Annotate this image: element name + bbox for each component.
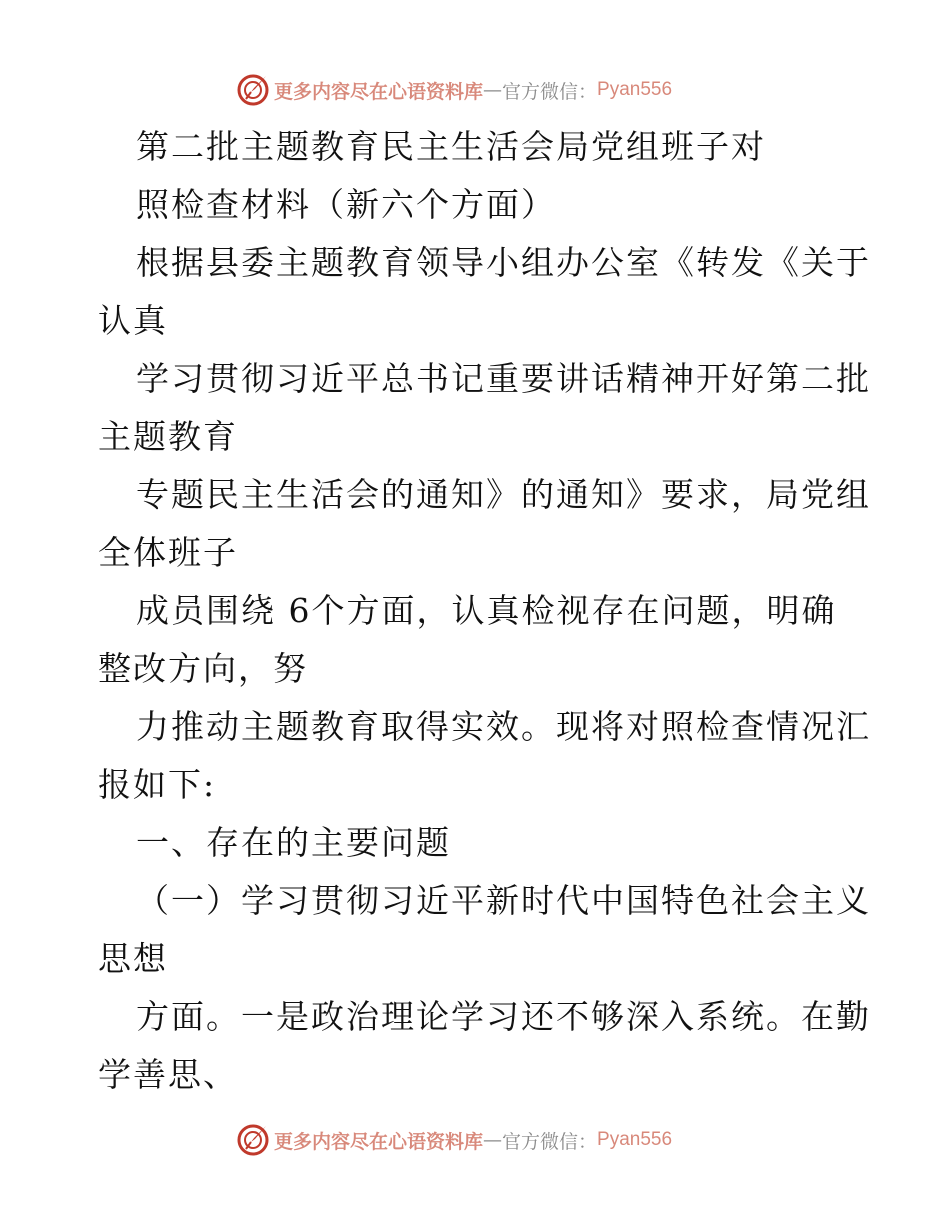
watermark-dash: — [483, 79, 503, 101]
paragraph-line: 整改方向，努 [98, 649, 308, 688]
quill-logo-icon [236, 1123, 270, 1157]
paragraph-line: 方面。一是政治理论学习还不够深入系统。在勤 [136, 997, 871, 1036]
paragraph-line: 认真 [98, 301, 168, 340]
paragraph-line: 思想 [98, 939, 168, 978]
watermark-label: 官方微信： [502, 1130, 598, 1153]
watermark-site-text: 更多内容尽在心语资料库 [274, 80, 484, 103]
document-body [98, 118, 871, 1104]
paragraph-line: 报如下: [98, 765, 217, 804]
paragraph-line: 主题教育 [98, 417, 238, 456]
paragraph-line: 成员围绕 6个方面，认真检视存在问题，明确 [136, 591, 837, 630]
paragraph-line: 根据县委主题教育领导小组办公室《转发《关于 [136, 243, 871, 282]
watermark-account: Pyan556 [597, 1129, 673, 1150]
section-heading: 一、存在的主要问题 [136, 823, 451, 862]
watermark-site-text: 更多内容尽在心语资料库 [274, 1130, 484, 1153]
watermark-dash: — [483, 1129, 503, 1151]
document-title-line-1: 第二批主题教育民主生活会局党组班子对 [136, 127, 766, 166]
document-title-line-2: 照检查材料（新六个方面） [136, 185, 556, 224]
footer-watermark [236, 1123, 672, 1157]
subsection-heading: （一）学习贯彻习近平新时代中国特色社会主义 [136, 881, 871, 920]
quill-logo-icon [236, 73, 270, 107]
header-watermark [236, 73, 672, 107]
watermark-account: Pyan556 [597, 79, 673, 100]
watermark-label: 官方微信： [502, 80, 598, 103]
paragraph-line: 学善思、 [98, 1055, 238, 1094]
paragraph-line: 力推动主题教育取得实效。现将对照检查情况汇 [136, 707, 871, 746]
paragraph-line: 专题民主生活会的通知》的通知》要求，局党组 [136, 475, 871, 514]
paragraph-line: 全体班子 [98, 533, 238, 572]
paragraph-line: 学习贯彻习近平总书记重要讲话精神开好第二批 [136, 359, 871, 398]
